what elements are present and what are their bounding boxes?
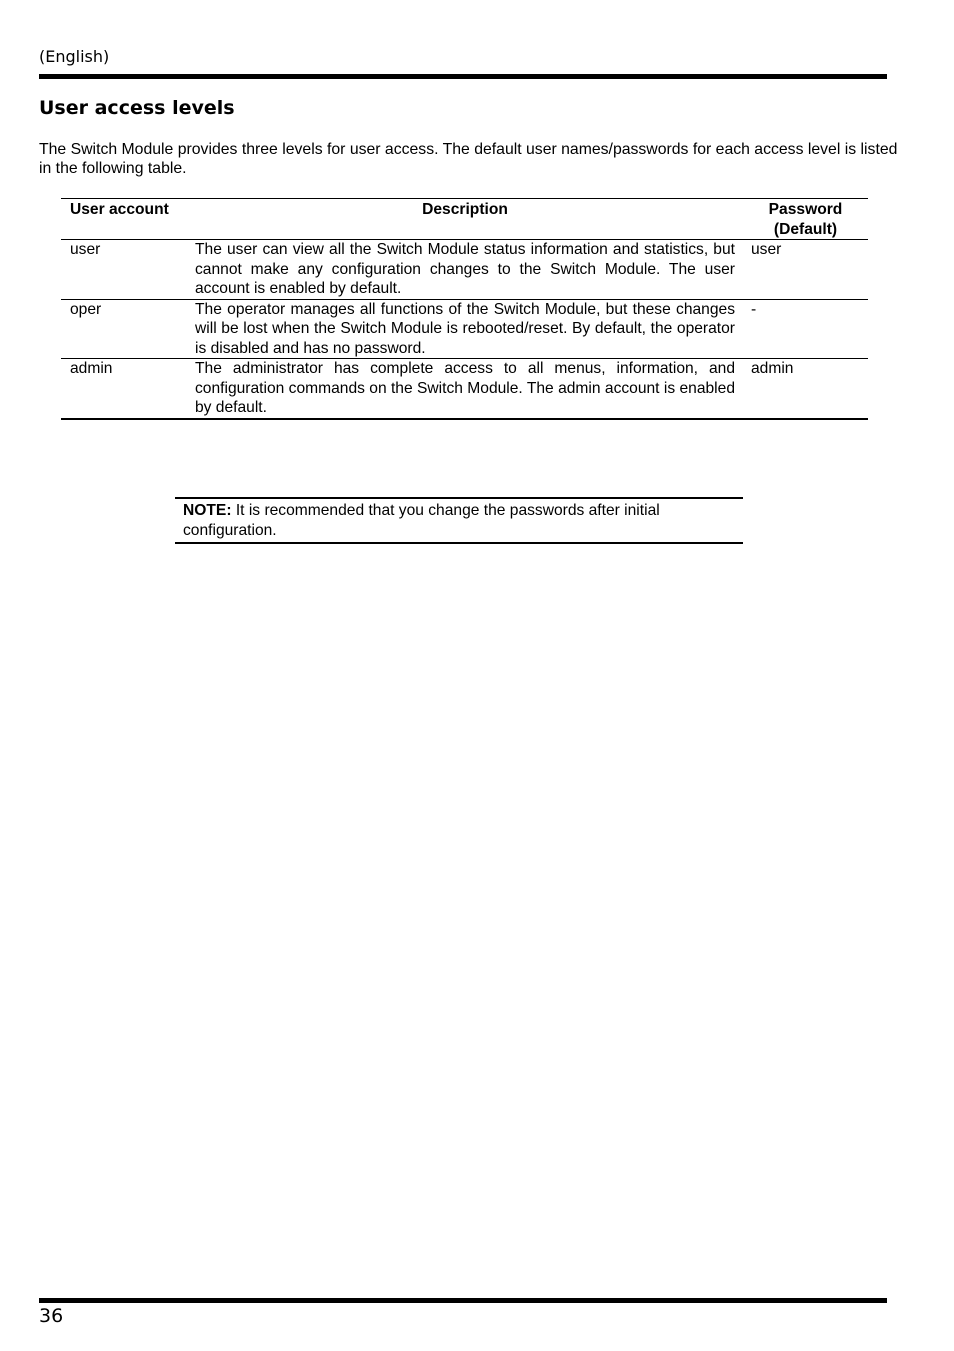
table-row	[61, 359, 868, 419]
cell-password: admin	[743, 359, 868, 419]
intro-paragraph: The Switch Module provides three levels for user access. The default user names/passwords for each access level is listed in the following table.	[39, 141, 898, 177]
column-header-password: Password (Default)	[743, 199, 868, 240]
cell-account: admin	[61, 359, 187, 419]
cell-description: The administrator has complete access to all menus, information, and configuration commands on the Switch Module. The admin account is enabled by default.	[187, 359, 743, 419]
cell-description: The user can view all the Switch Module status information and statistics, but cannot make any configuration changes to the Switch Module. The user account is enabled by default.	[187, 240, 743, 300]
note-box	[175, 497, 743, 544]
note-text: It is recommended that you change the passwords after initial configuration.	[183, 502, 660, 539]
column-header-description: Description	[187, 199, 743, 240]
table-row	[61, 299, 868, 359]
table-row	[61, 240, 868, 300]
cell-password: user	[743, 240, 868, 300]
header-rule	[39, 74, 887, 79]
page-number: 36	[39, 1305, 64, 1327]
access-levels-table	[61, 198, 868, 420]
column-header-user-account: User account	[61, 199, 187, 240]
footer-rule	[39, 1298, 887, 1303]
section-title: User access levels	[39, 97, 235, 119]
table-header-row	[61, 199, 868, 240]
language-label: (English)	[39, 47, 110, 66]
cell-password: -	[743, 299, 868, 359]
cell-account: oper	[61, 299, 187, 359]
note-label: NOTE:	[183, 502, 232, 519]
cell-account: user	[61, 240, 187, 300]
cell-description: The operator manages all functions of the Switch Module, but these changes will be lost when the Switch Module is rebooted/reset. By default, the operator is disabled and has no password.	[187, 299, 743, 359]
